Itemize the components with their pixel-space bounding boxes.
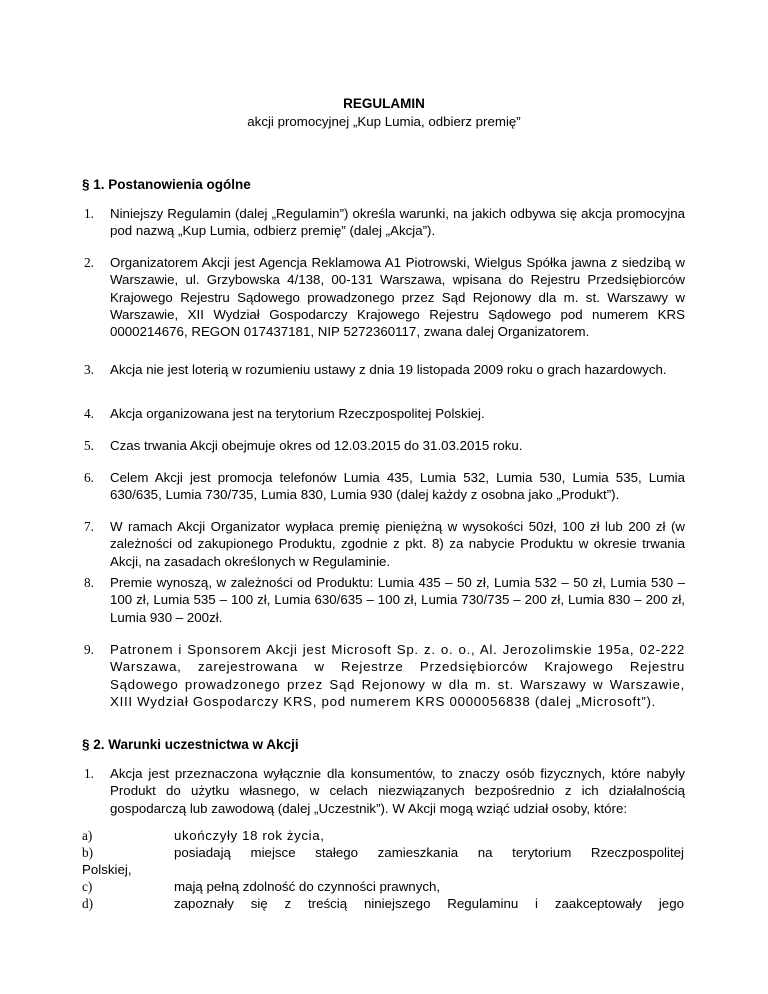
sub-item-text: zapoznały się z treścią niniejszego Regulaminu i zaakceptowały jego: [174, 896, 684, 911]
sub-item-letter: a): [82, 828, 93, 843]
section-2-heading: § 2. Warunki uczestnictwa w Akcji: [82, 737, 299, 752]
item-text: Akcja nie jest loterią w rozumieniu ustawy z dnia 19 listopada 2009 roku o grach hazardowych.: [110, 362, 667, 377]
item-number: 5.: [84, 438, 94, 453]
item-text: Celem Akcji jest promocja telefonów Lumia 435, Lumia 532, Lumia 530, Lumia 535, Lumia 630/635, Lumia 730/735, Lumia 830, Lumia 930 (dalej każdy z osobna jako „Produkt”).: [110, 470, 685, 503]
item-number: 3.: [84, 362, 94, 377]
item-number: 4.: [84, 406, 94, 421]
sub-item-text: mają pełną zdolność do czynności prawnych,: [174, 879, 441, 894]
document-title: REGULAMIN: [343, 96, 425, 111]
item-text: Akcja jest przeznaczona wyłącznie dla konsumentów, to znaczy osób fizycznych, które nabyły Produkt do użytku własnego, w celach niezwiązanych bezpośrednio z ich działalnością gospodarczą lub zawodową (dalej „Uczestnik”). W Akcji mogą wziąć udział osoby, które:: [110, 766, 685, 816]
sub-item-continuation-text: Polskiej,: [82, 862, 132, 877]
item-number: 7.: [84, 519, 94, 534]
item-number: 9.: [84, 642, 94, 657]
item-number: 8.: [84, 575, 94, 590]
item-text: Czas trwania Akcji obejmuje okres od 12.03.2015 do 31.03.2015 roku.: [110, 438, 523, 453]
document-subtitle: akcji promocyjnej „Kup Lumia, odbierz premię”: [247, 114, 521, 129]
item-text: Premie wynoszą, w zależności od Produktu: Lumia 435 – 50 zł, Lumia 532 – 50 zł, Lumia 530 – 100 zł, Lumia 535 – 100 zł, Lumia 630/635 – 100 zł, Lumia 730/735 – 200 zł, Lumia 830 – 200 zł, Lumia 930 – 200zł.: [110, 575, 685, 625]
sub-item-text: ukończyły 18 rok życia,: [174, 828, 325, 843]
item-number: 2.: [84, 255, 94, 270]
item-number: 6.: [84, 470, 94, 485]
item-text: Akcja organizowana jest na terytorium Rzeczpospolitej Polskiej.: [110, 406, 485, 421]
item-text: W ramach Akcji Organizator wypłaca premię pieniężną w wysokości 50zł, 100 zł lub 200 zł (w zależności od zakupionego Produktu, zgodnie z pkt. 8) za nabycie Produktu w okresie trwania Akcji, na zasadach określonych w Regulaminie.: [110, 519, 685, 569]
item-number: 1.: [84, 206, 94, 221]
sub-item-letter: d): [82, 896, 94, 911]
sub-item-letter: c): [82, 879, 93, 894]
item-text: Patronem i Sponsorem Akcji jest Microsoft Sp. z. o. o., Al. Jerozolimskie 195a, 02-222 Warszawa, zarejestrowana w Rejestrze Przedsiębiorców Krajowego Rejestru Sądowego prowadzonego przez Sąd Rejonowy w dla m. st. Warszawy w Warszawie, XIII Wydział Gospodarczy KRS, pod numerem KRS 0000056838 (dalej „Microsoft”).: [110, 642, 685, 709]
sub-item-text: posiadają miejsce stałego zamieszkania na terytorium Rzeczpospolitej: [174, 845, 684, 860]
item-number: 1.: [84, 766, 94, 781]
section-1-heading: § 1. Postanowienia ogólne: [82, 177, 251, 192]
item-text: Niniejszy Regulamin (dalej „Regulamin”) określa warunki, na jakich odbywa się akcja promocyjna pod nazwą „Kup Lumia, odbierz premię” (dalej „Akcja”).: [110, 206, 685, 239]
sub-item-letter: b): [82, 845, 94, 860]
item-text: Organizatorem Akcji jest Agencja Reklamowa A1 Piotrowski, Wielgus Spółka jawna z siedzibą w Warszawie, ul. Grzybowska 4/138, 00-131 Warszawa, wpisana do Rejestru Przedsiębiorców Krajowego Rejestru Sądowego prowadzonego przez Sąd Rejonowy dla m. st. Warszawy w Warszawie, XII Wydział Gospodarczy Krajowego Rejestru Sądowego pod numerem KRS 0000214676, REGON 017437181, NIP 5272360117, zwana dalej Organizatorem.: [110, 255, 685, 340]
